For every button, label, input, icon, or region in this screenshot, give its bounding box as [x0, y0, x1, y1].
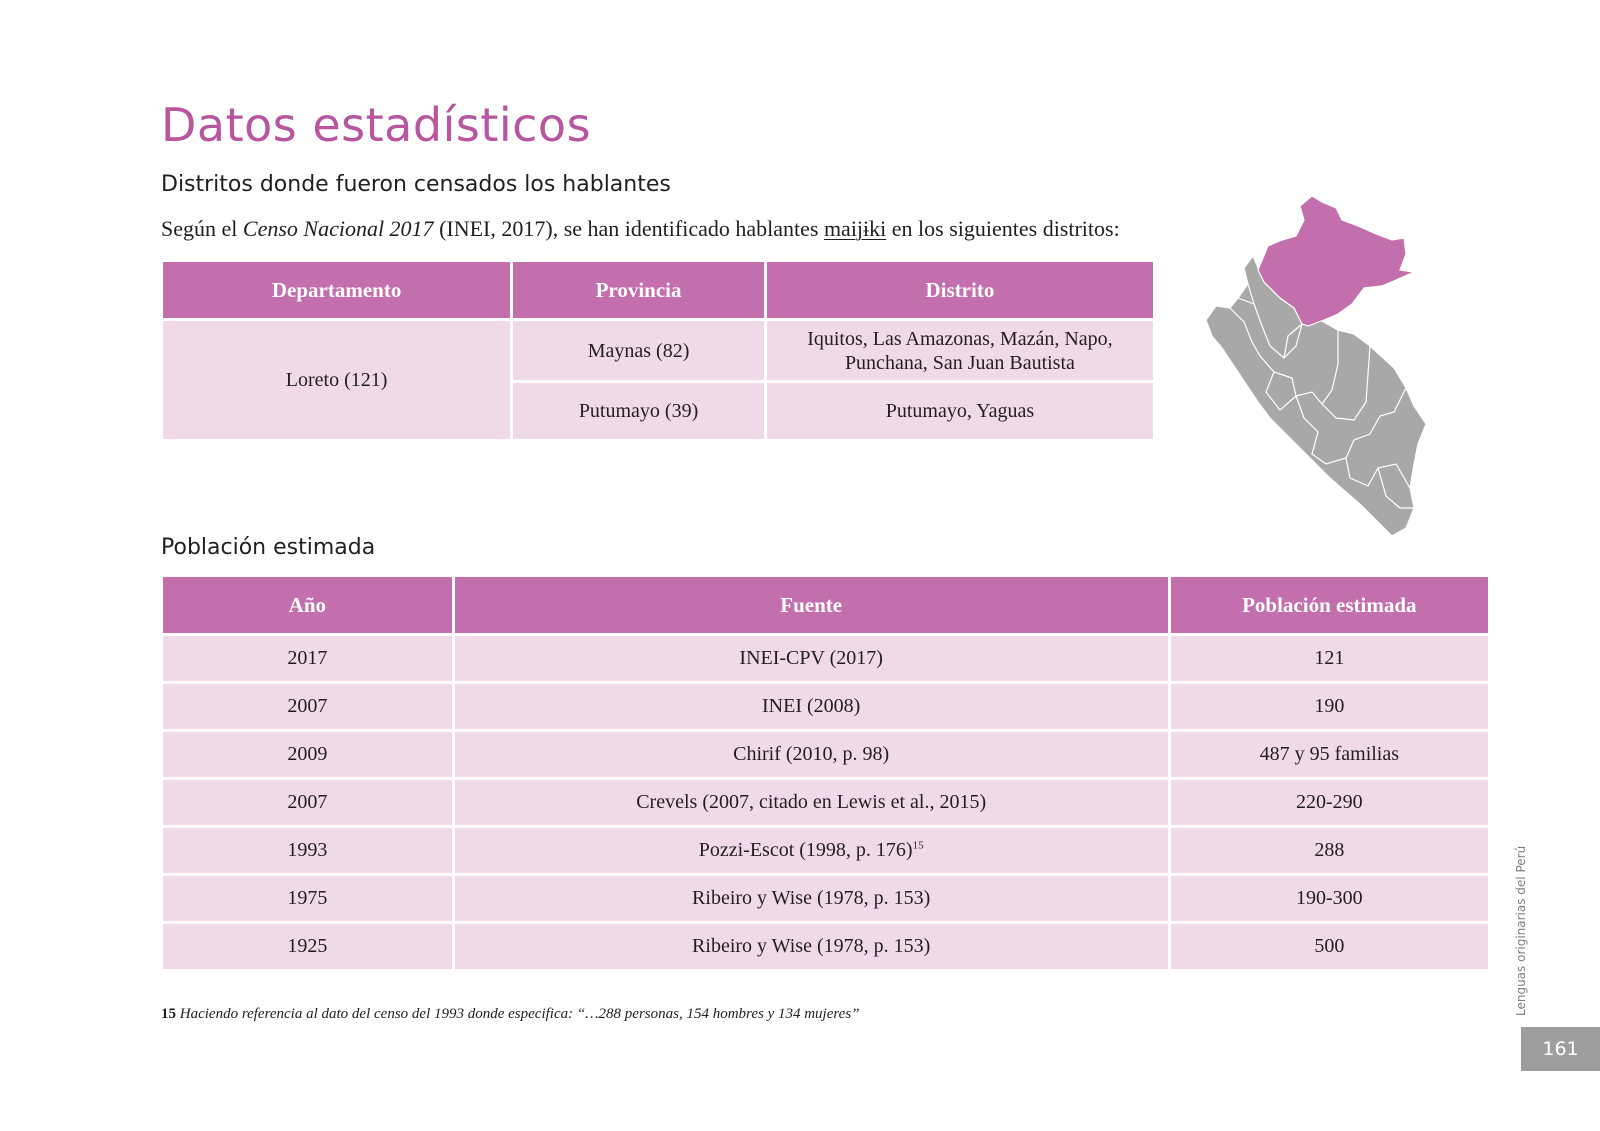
province-cell: Putumayo (39): [513, 383, 764, 439]
section-heading-districts: Distritos donde fueron censados los hablantes: [161, 172, 671, 197]
year-cell: 2007: [163, 780, 452, 825]
table-row: [163, 924, 1488, 969]
source-cell: Chirif (2010, p. 98): [455, 732, 1168, 777]
department-cell: Loreto (121): [163, 321, 510, 439]
column-header-district: Distrito: [767, 262, 1153, 318]
page-number: 161: [1521, 1027, 1600, 1071]
source-cell: INEI (2008): [455, 684, 1168, 729]
population-cell: 288: [1171, 828, 1488, 873]
districts-table: [160, 259, 1156, 442]
year-cell: 1975: [163, 876, 452, 921]
source-cell: Ribeiro y Wise (1978, p. 153): [455, 924, 1168, 969]
source-cell: INEI-CPV (2017): [455, 636, 1168, 681]
page-title: Datos estadísticos: [161, 98, 592, 152]
province-cell: Maynas (82): [513, 321, 764, 380]
footnote-number: 15: [161, 1006, 176, 1022]
population-cell: 220-290: [1171, 780, 1488, 825]
table-row: [163, 321, 1153, 380]
population-cell: 121: [1171, 636, 1488, 681]
column-header-source: Fuente: [455, 577, 1168, 633]
year-cell: 2009: [163, 732, 452, 777]
column-header-year: Año: [163, 577, 452, 633]
year-cell: 2017: [163, 636, 452, 681]
population-cell: 487 y 95 familias: [1171, 732, 1488, 777]
source-text: Pozzi-Escot (1998, p. 176): [698, 839, 913, 861]
census-name: Censo Nacional 2017: [242, 216, 434, 241]
footnote: [161, 1006, 860, 1023]
intro-text-middle: (INEI, 2017), se han identificado hablantes: [433, 216, 824, 241]
table-header-row: [163, 262, 1153, 318]
table-row: [163, 684, 1488, 729]
table-row: [163, 828, 1488, 873]
column-header-population: Población estimada: [1171, 577, 1488, 633]
source-cell: Ribeiro y Wise (1978, p. 153): [455, 876, 1168, 921]
column-header-department: Departamento: [163, 262, 510, 318]
intro-text-start: Según el: [161, 216, 243, 241]
source-cell: Crevels (2007, citado en Lewis et al., 2015): [455, 780, 1168, 825]
population-cell: 190: [1171, 684, 1488, 729]
population-cell: 190-300: [1171, 876, 1488, 921]
book-title-vertical: Lenguas originarias del Perú: [1514, 845, 1528, 1016]
source-cell: [455, 828, 1168, 873]
peru-map: [1200, 196, 1450, 544]
table-row: [163, 732, 1488, 777]
section-heading-population: Población estimada: [161, 535, 376, 560]
year-cell: 1993: [163, 828, 452, 873]
districts-cell: Iquitos, Las Amazonas, Mazán, Napo, Punchana, San Juan Bautista: [767, 321, 1153, 380]
population-cell: 500: [1171, 924, 1488, 969]
intro-text-end: en los siguientes distritos:: [886, 216, 1120, 241]
districts-cell: Putumayo, Yaguas: [767, 383, 1153, 439]
table-row: [163, 876, 1488, 921]
year-cell: 2007: [163, 684, 452, 729]
table-header-row: [163, 577, 1488, 633]
column-header-province: Provincia: [513, 262, 764, 318]
footnote-reference: 15: [912, 839, 924, 852]
footnote-text: Haciendo referencia al dato del censo del 1993 donde especifica: “…288 personas, 154 hombres y 134 mujeres”: [176, 1006, 860, 1022]
table-row: [163, 636, 1488, 681]
language-name: maijɨki: [823, 216, 887, 241]
intro-paragraph: [161, 216, 1120, 242]
population-table: [160, 574, 1491, 972]
table-row: [163, 780, 1488, 825]
year-cell: 1925: [163, 924, 452, 969]
